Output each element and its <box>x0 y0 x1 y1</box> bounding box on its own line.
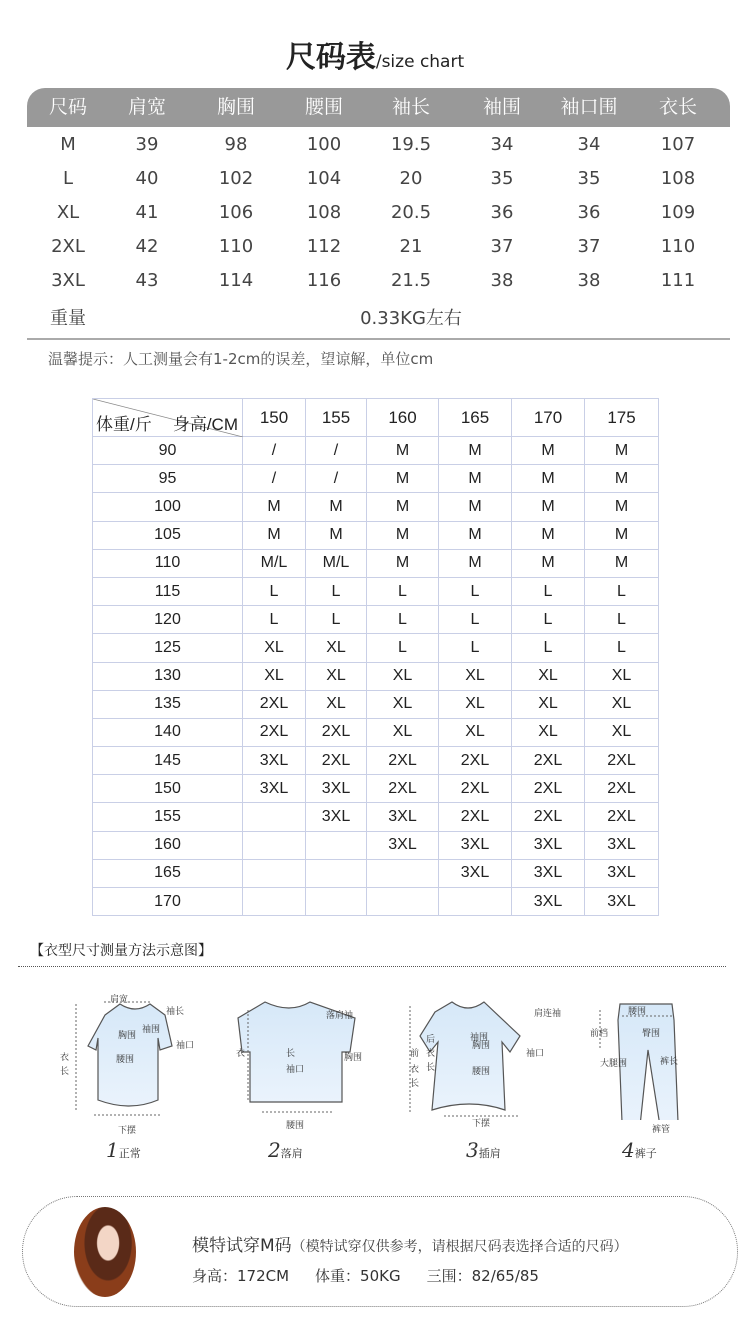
size-cell: 2XL <box>439 747 512 775</box>
diagram-number: 4 <box>622 1138 635 1162</box>
size-cell: 41 <box>135 202 159 223</box>
size-cell: 111 <box>660 270 696 291</box>
size-cell: 106 <box>218 202 254 223</box>
size-cell: / <box>243 437 306 465</box>
size-cell: L <box>585 606 659 634</box>
size-cell: XL <box>512 718 585 746</box>
size-cell: 110 <box>660 236 696 257</box>
height-axis-label: 身高/CM <box>172 415 238 434</box>
size-cell: M <box>367 437 439 465</box>
fit-table <box>92 398 659 916</box>
model-remark: （模特试穿仅供参考，请根据尺码表选择合适的尺码） <box>291 1239 628 1255</box>
size-cell: XL <box>367 662 439 690</box>
size-cell: XL <box>585 662 659 690</box>
page-title: 尺码表/size chart <box>285 40 465 75</box>
height-header: 170 <box>512 399 585 437</box>
size-cell: 21 <box>399 236 423 257</box>
size-cell <box>306 831 367 859</box>
size-cell: 3XL <box>367 831 439 859</box>
size-cell: 2XL <box>51 236 85 257</box>
size-cell: 40 <box>135 168 159 189</box>
diagram-caption <box>268 1138 303 1162</box>
size-cell: 2XL <box>243 690 306 718</box>
size-cell: 35 <box>490 168 514 189</box>
measure-label: 肩连袖 <box>534 1009 562 1019</box>
size-cell: 38 <box>490 270 514 291</box>
size-cell: M <box>367 465 439 493</box>
size-cell: M <box>585 521 659 549</box>
size-cell: 2XL <box>367 775 439 803</box>
size-cell: M <box>439 521 512 549</box>
diagram-name: 插肩 <box>478 1147 501 1160</box>
measure-label: 袖围 <box>142 1025 161 1035</box>
size-cell: XL <box>439 662 512 690</box>
size-cell: 42 <box>135 236 159 257</box>
size-cell: M/L <box>243 549 306 577</box>
measure-label: 长 <box>286 1049 296 1059</box>
table-row <box>93 803 659 831</box>
size-cell: L <box>306 577 367 605</box>
size-header-cell: 肩宽 <box>127 96 167 118</box>
size-cell: XL <box>439 718 512 746</box>
size-cell: XL <box>306 634 367 662</box>
size-cell: XL <box>243 662 306 690</box>
weight-cell: 145 <box>93 747 243 775</box>
size-cell: 109 <box>660 202 696 223</box>
size-cell: M <box>585 437 659 465</box>
measure-label: 长 <box>60 1067 70 1077</box>
size-cell: XL <box>439 690 512 718</box>
size-header-cell: 袖围 <box>482 96 522 118</box>
size-cell: 100 <box>306 134 342 155</box>
size-cell: 2XL <box>306 718 367 746</box>
diagram-caption <box>106 1138 141 1162</box>
measure-label: 腰围 <box>628 1007 647 1017</box>
measure-label: 胸围 <box>344 1053 363 1063</box>
size-cell: 39 <box>135 134 159 155</box>
table-row <box>93 549 659 577</box>
size-cell: M <box>439 437 512 465</box>
size-cell: 3XL <box>367 803 439 831</box>
size-cell <box>243 859 306 887</box>
weight-label: 重量 <box>50 308 86 329</box>
size-cell: 2XL <box>512 803 585 831</box>
diagram-caption <box>622 1138 657 1162</box>
size-cell: / <box>243 465 306 493</box>
table-row <box>93 718 659 746</box>
size-cell: L <box>439 577 512 605</box>
size-header-cell: 胸围 <box>216 96 256 118</box>
size-cell: 34 <box>577 134 601 155</box>
weight-cell: 110 <box>93 549 243 577</box>
weight-cell: 120 <box>93 606 243 634</box>
measure-label: 袖长 <box>166 1007 185 1017</box>
measure-label: 长 <box>410 1079 420 1089</box>
size-cell: 112 <box>306 236 342 257</box>
measure-label: 下摆 <box>472 1119 491 1129</box>
height-header: 160 <box>367 399 439 437</box>
table-row <box>93 521 659 549</box>
size-cell: L <box>367 634 439 662</box>
size-cell: M <box>306 493 367 521</box>
size-cell <box>243 831 306 859</box>
size-cell: L <box>512 606 585 634</box>
measure-label: 大腿围 <box>600 1059 628 1069</box>
size-cell: L <box>439 606 512 634</box>
measure-label: 袖口 <box>526 1049 545 1059</box>
size-cell: / <box>306 465 367 493</box>
size-cell: 116 <box>306 270 342 291</box>
table-row <box>93 634 659 662</box>
size-cell: L <box>62 168 74 189</box>
size-cell: 38 <box>577 270 601 291</box>
size-header-cell: 袖长 <box>391 96 431 118</box>
divider <box>27 338 730 340</box>
diagram-name: 正常 <box>118 1147 141 1160</box>
weight-cell: 170 <box>93 888 243 916</box>
size-cell <box>306 888 367 916</box>
size-cell: L <box>243 606 306 634</box>
size-cell: 3XL <box>512 888 585 916</box>
size-cell: 104 <box>306 168 342 189</box>
table-row <box>93 493 659 521</box>
table-row <box>93 606 659 634</box>
model-title: 模特试穿M码 <box>192 1236 292 1256</box>
table-row <box>93 577 659 605</box>
height-header: 175 <box>585 399 659 437</box>
weight-cell: 100 <box>93 493 243 521</box>
measure-label: 衣 <box>60 1053 70 1063</box>
diagram-name: 落肩 <box>280 1147 303 1160</box>
size-cell: XL <box>243 634 306 662</box>
size-cell: M <box>60 134 76 155</box>
model-measurements: 三围：82/65/85 <box>426 1267 539 1285</box>
section-title: 【衣型尺寸测量方法示意图】 <box>30 943 212 959</box>
size-cell: 2XL <box>439 803 512 831</box>
size-cell: 43 <box>135 270 159 291</box>
size-cell: L <box>243 577 306 605</box>
size-cell <box>367 859 439 887</box>
size-cell: M <box>585 465 659 493</box>
size-cell: M <box>512 493 585 521</box>
weight-axis-label: 体重/斤 <box>96 415 152 434</box>
weight-cell: 165 <box>93 859 243 887</box>
measure-label: 衣 <box>426 1049 436 1059</box>
measure-label: 裤长 <box>660 1057 679 1067</box>
size-cell: M <box>367 521 439 549</box>
size-cell: 3XL <box>439 831 512 859</box>
table-row <box>93 465 659 493</box>
size-cell: 2XL <box>585 775 659 803</box>
measure-label: 衣 <box>236 1049 246 1059</box>
measure-label: 臀围 <box>642 1029 661 1039</box>
table-row <box>93 775 659 803</box>
table-row <box>93 662 659 690</box>
measure-label: 下摆 <box>118 1126 137 1136</box>
diagram-name: 裤子 <box>634 1147 657 1160</box>
weight-cell: 160 <box>93 831 243 859</box>
size-cell: 3XL <box>306 803 367 831</box>
size-cell: L <box>439 634 512 662</box>
table-row <box>93 437 659 465</box>
table-row <box>93 859 659 887</box>
size-cell <box>439 888 512 916</box>
size-cell: XL <box>512 690 585 718</box>
size-cell: 3XL <box>306 775 367 803</box>
weight-cell: 150 <box>93 775 243 803</box>
size-header-cell: 袖口围 <box>560 96 618 118</box>
size-cell: 3XL <box>243 775 306 803</box>
size-cell: 34 <box>490 134 514 155</box>
diagram-number: 1 <box>106 1138 119 1162</box>
size-cell: 3XL <box>439 859 512 887</box>
size-cell: 2XL <box>439 775 512 803</box>
size-cell: 2XL <box>512 775 585 803</box>
size-cell: 2XL <box>306 747 367 775</box>
model-weight: 体重：50KG <box>315 1267 401 1285</box>
size-cell: M <box>367 549 439 577</box>
size-cell: XL <box>306 690 367 718</box>
size-cell: 102 <box>218 168 254 189</box>
size-cell: 3XL <box>51 270 85 291</box>
size-cell: XL <box>306 662 367 690</box>
height-header: 150 <box>243 399 306 437</box>
size-cell: 35 <box>577 168 601 189</box>
table-row <box>93 690 659 718</box>
weight-cell: 115 <box>93 577 243 605</box>
diagram-caption <box>466 1138 501 1162</box>
size-cell: L <box>512 634 585 662</box>
size-cell: 20 <box>399 168 423 189</box>
measure-label: 裤管 <box>652 1125 671 1135</box>
height-header: 165 <box>439 399 512 437</box>
size-cell: 3XL <box>585 859 659 887</box>
size-cell: 108 <box>660 168 696 189</box>
size-cell: 3XL <box>585 888 659 916</box>
weight-cell: 105 <box>93 521 243 549</box>
size-cell: L <box>585 577 659 605</box>
diagram-number: 2 <box>268 1138 281 1162</box>
size-cell <box>243 888 306 916</box>
weight-cell: 140 <box>93 718 243 746</box>
size-cell <box>306 859 367 887</box>
measurement-note: 温馨提示：人工测量会有1-2cm的误差，望谅解，单位cm <box>48 350 434 368</box>
size-cell: L <box>512 577 585 605</box>
size-cell: 20.5 <box>390 202 432 223</box>
size-cell: 2XL <box>585 747 659 775</box>
size-cell: XL <box>367 718 439 746</box>
measure-label: 衣 <box>410 1065 420 1075</box>
size-header-cell: 衣长 <box>658 96 698 118</box>
measure-label: 长 <box>426 1063 436 1073</box>
size-cell: 36 <box>577 202 601 223</box>
size-cell: 98 <box>224 134 248 155</box>
size-cell: XL <box>512 662 585 690</box>
size-cell: 36 <box>490 202 514 223</box>
size-cell: M <box>512 465 585 493</box>
size-cell: L <box>306 606 367 634</box>
size-cell: 2XL <box>367 747 439 775</box>
table-row <box>93 747 659 775</box>
size-cell: M <box>306 521 367 549</box>
measure-label: 腰围 <box>286 1121 305 1131</box>
model-height: 身高：172CM <box>192 1267 290 1285</box>
size-cell: XL <box>367 690 439 718</box>
size-cell: M <box>585 549 659 577</box>
size-header-cell: 腰围 <box>304 96 344 118</box>
measure-label: 腰围 <box>472 1067 491 1077</box>
diagram-number: 3 <box>466 1138 479 1162</box>
size-cell: M <box>243 493 306 521</box>
size-cell: 107 <box>660 134 696 155</box>
model-avatar <box>74 1207 136 1297</box>
weight-cell: 90 <box>93 437 243 465</box>
size-cell: 3XL <box>243 747 306 775</box>
size-header-cell: 尺码 <box>48 96 88 118</box>
measure-label: 后 <box>426 1035 436 1045</box>
measure-label: 袖口 <box>286 1065 305 1075</box>
measure-label: 袖口 <box>176 1041 195 1051</box>
size-cell: M <box>512 521 585 549</box>
weight-cell: 135 <box>93 690 243 718</box>
measure-label: 胸围 <box>472 1041 491 1051</box>
weight-cell: 125 <box>93 634 243 662</box>
size-cell: 37 <box>577 236 601 257</box>
size-cell: M <box>439 465 512 493</box>
table-row <box>93 831 659 859</box>
measure-label: 落肩袖 <box>326 1011 354 1021</box>
size-cell: 21.5 <box>390 270 432 291</box>
height-header: 155 <box>306 399 367 437</box>
weight-cell: 95 <box>93 465 243 493</box>
size-cell: 19.5 <box>390 134 432 155</box>
size-cell <box>243 803 306 831</box>
size-cell: 3XL <box>585 831 659 859</box>
size-cell: M/L <box>306 549 367 577</box>
size-cell: 37 <box>490 236 514 257</box>
measure-label: 前档 <box>590 1029 609 1039</box>
weight-cell: 155 <box>93 803 243 831</box>
size-cell: 2XL <box>512 747 585 775</box>
size-cell: 3XL <box>512 859 585 887</box>
size-cell: 2XL <box>585 803 659 831</box>
size-cell: 2XL <box>243 718 306 746</box>
size-cell: 108 <box>306 202 342 223</box>
dotted-divider <box>18 966 726 967</box>
size-table-header <box>27 88 730 127</box>
size-cell: L <box>367 606 439 634</box>
table-row <box>93 888 659 916</box>
size-cell: 3XL <box>512 831 585 859</box>
size-cell: 114 <box>218 270 254 291</box>
size-cell: XL <box>585 690 659 718</box>
size-cell: M <box>512 549 585 577</box>
weight-value: 0.33KG左右 <box>360 308 462 329</box>
size-cell: M <box>512 437 585 465</box>
size-cell: M <box>243 521 306 549</box>
size-cell: / <box>306 437 367 465</box>
size-cell: M <box>367 493 439 521</box>
weight-cell: 130 <box>93 662 243 690</box>
size-cell: L <box>367 577 439 605</box>
size-cell <box>367 888 439 916</box>
measure-label: 前 <box>410 1049 420 1059</box>
size-cell: XL <box>56 202 80 223</box>
corner-cell <box>93 399 243 437</box>
size-cell: XL <box>585 718 659 746</box>
size-cell: L <box>585 634 659 662</box>
measure-label: 袖围 <box>470 1033 489 1043</box>
size-cell: M <box>439 549 512 577</box>
measure-label: 胸围 <box>118 1031 137 1041</box>
size-cell: 110 <box>218 236 254 257</box>
size-cell: M <box>439 493 512 521</box>
measure-label: 肩宽 <box>110 995 129 1005</box>
size-cell: M <box>585 493 659 521</box>
measure-label: 腰围 <box>116 1055 135 1065</box>
